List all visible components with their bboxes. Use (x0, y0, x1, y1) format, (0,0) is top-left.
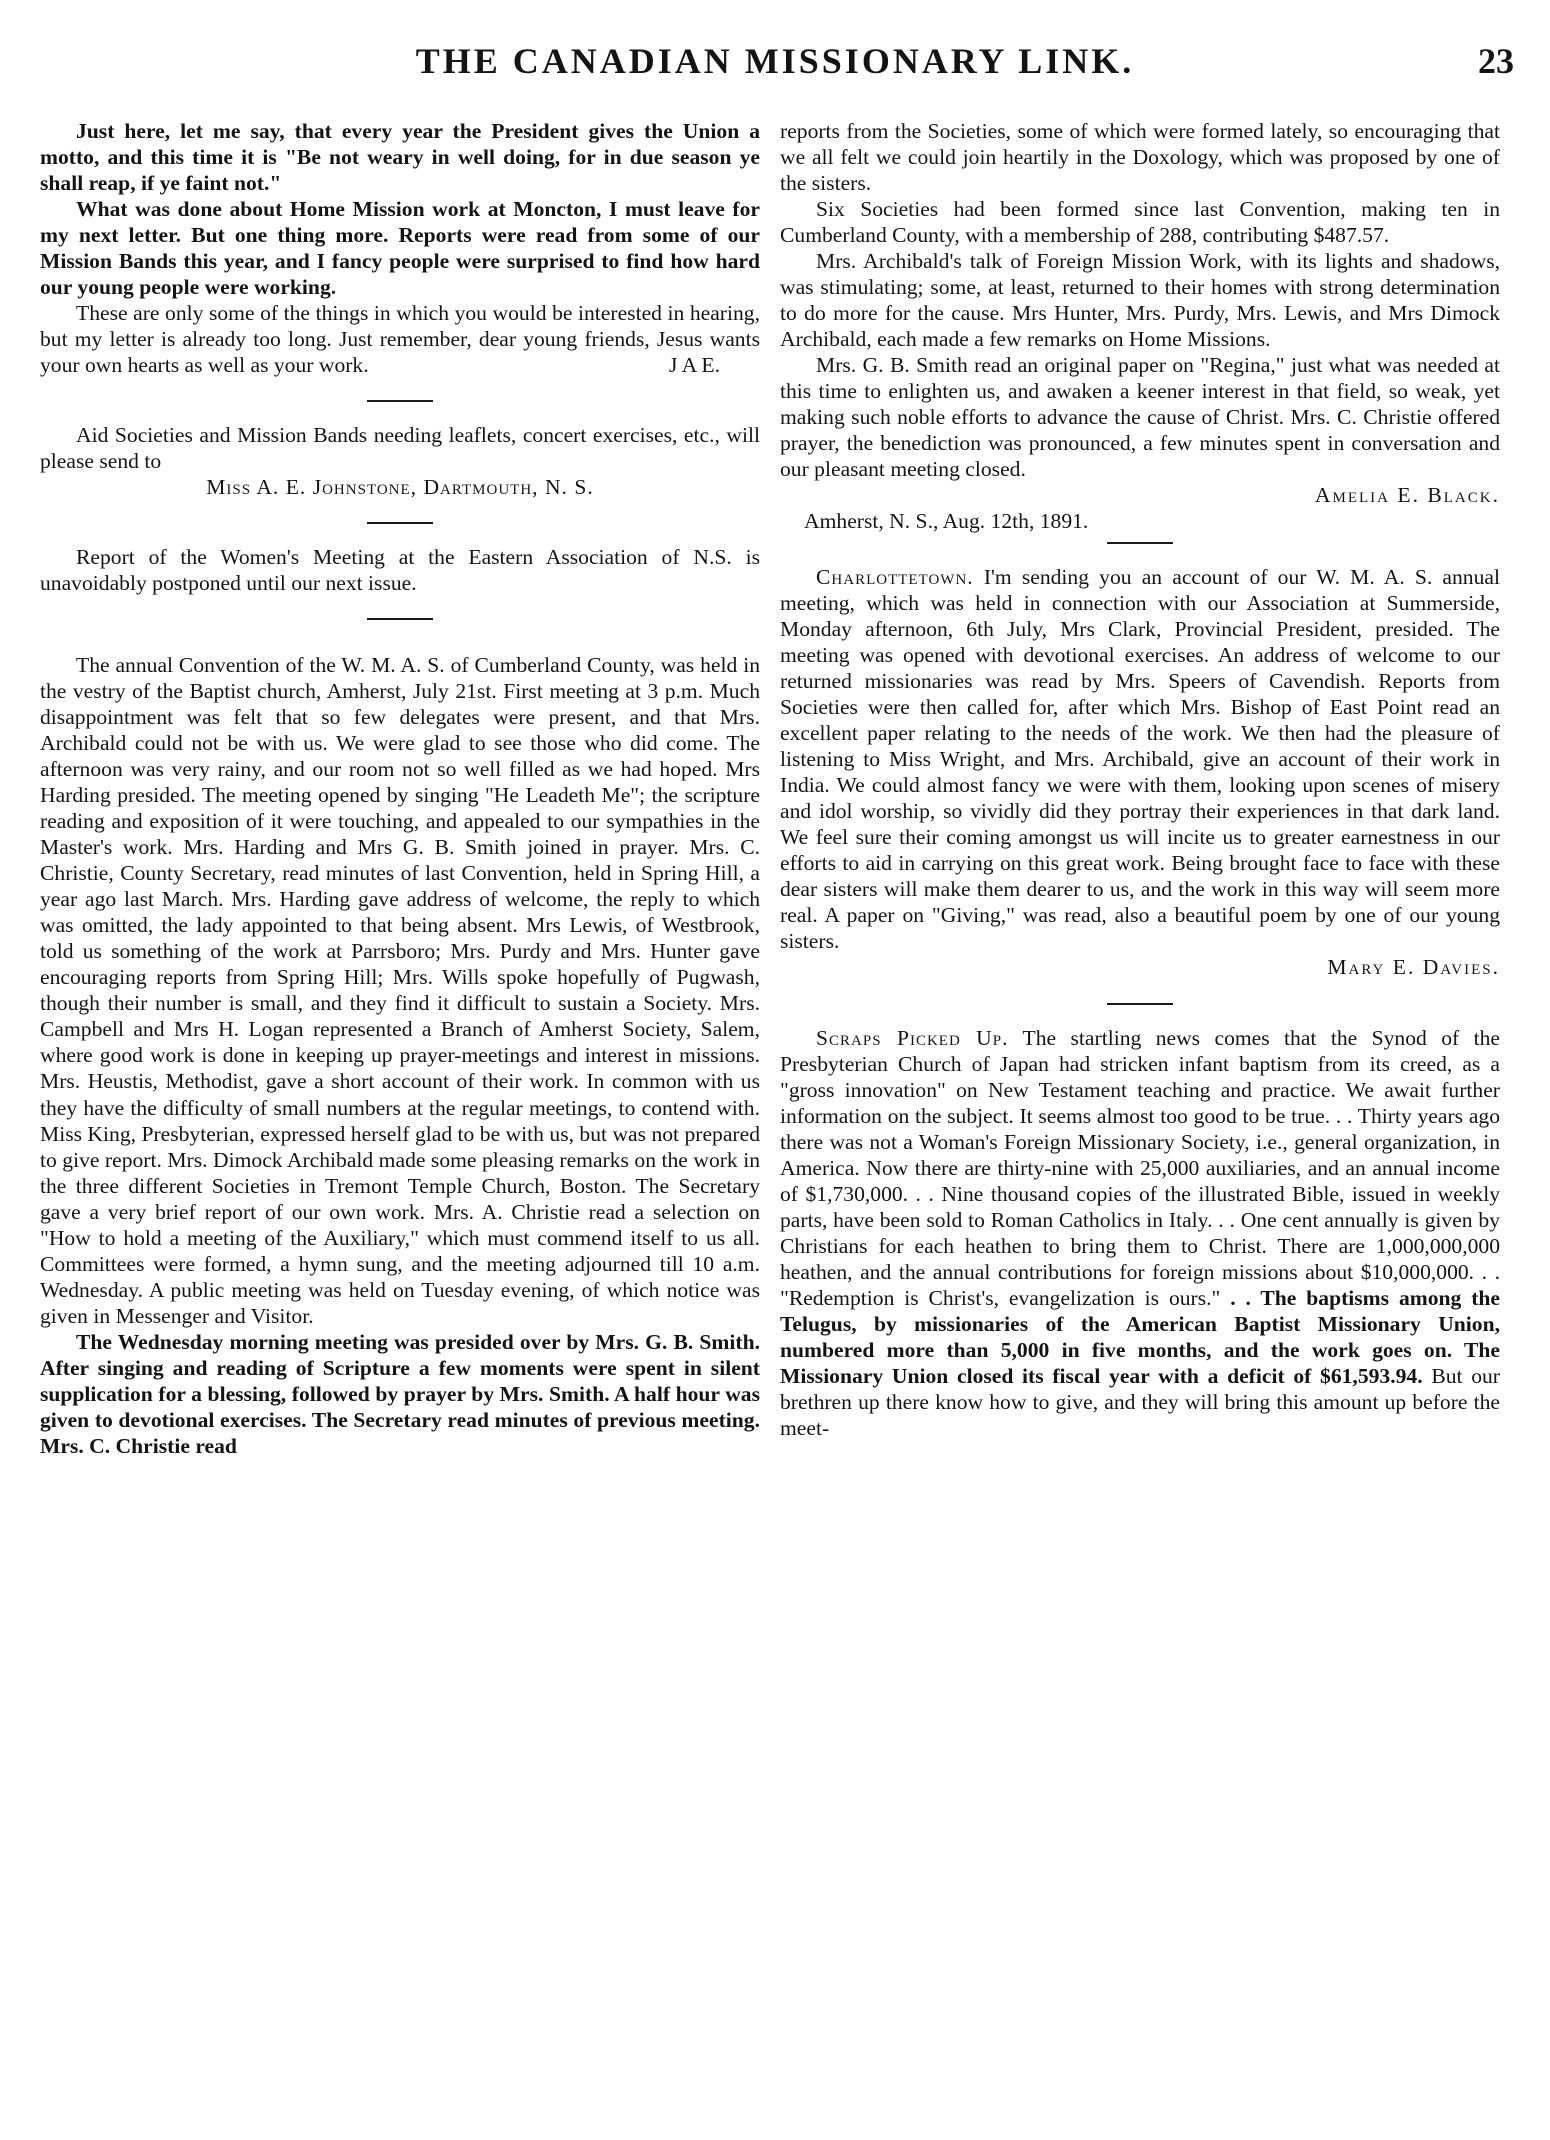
page-number: 23 (1478, 41, 1514, 81)
paragraph-scraps (780, 1025, 1500, 1441)
aid-address: Miss A. E. Johnstone, Dartmouth, N. S. (206, 475, 594, 500)
paragraph-six-societies: Six Societies had been formed since last Convention, making ten in Cumberland County, with a membership of 288, contributing $487.57. (780, 197, 1500, 248)
scraps-body: The startling news comes that the Synod of the Presbyterian Church of Japan had stricken infant baptism from its creed, as a "gross innovation" on New Testament teaching and practice. We await further information on the subject. It seems almost too good to be true. . . Thirty years ago there was not a Woman's Foreign Missionary Society, i.e., general organization, in America. Now there are thirty-nine with 25,000 auxiliaries, and an annual income of $1,730,000. . . Nine thousand copies of the illustrated Bible, issued in weekly parts, have been sold to Roman Catholics in Italy. . . One cent annually is given by Christians for each heathen to bring them to Christ. There are 1,000,000,000 heathen, and the annual contributions for foreign missions about $10,000,000. . . "Redemption is Christ's, evangelization is ours." (780, 1025, 1500, 1310)
scraps-telugus: . . The baptisms among the Telugus, by missionaries of the American Baptist Missionary Union, numbered more than 5,000 in five months, and the work goes on. The Missionary Union closed its fiscal year with a deficit of $61,593.94. (780, 1285, 1500, 1388)
paragraph-charlottetown (780, 564, 1500, 954)
dateline: Amherst, N. S., Aug. 12th, 1891. (804, 509, 1089, 534)
paragraph-wednesday-meeting: The Wednesday morning meeting was presided over by Mrs. G. B. Smith. After singing and reading of Scripture a few moments were spent in silent supplication for a blessing, followed by prayer by Mrs. Smith. A half hour was given to devotional exercises. The Secretary read minutes of previous meeting. Mrs. C. Christie read (40, 1329, 760, 1458)
charlottetown-lead: Charlottetown. (816, 565, 974, 590)
signature-mary-davies: Mary E. Davies. (1327, 955, 1500, 980)
scraps-end: But our brethren up there know how to give, and they will bring this amount up before the meet- (780, 1363, 1500, 1440)
signature-amelia-black: Amelia E. Black. (1314, 483, 1500, 508)
left-column (40, 118, 760, 2128)
closing-signature: J A E. (669, 353, 720, 378)
paragraph-closing (40, 300, 760, 378)
paragraph-convention: The annual Convention of the W. M. A. S. of Cumberland County, was held in the vestry of the Baptist church, Amherst, July 21st. First meeting at 3 p.m. Much disappointment was felt that so few delegates were present, and that Mrs. Archibald could not be with us. We were glad to see those who did come. The afternoon was very rainy, and our room not so well filled as we had hoped. Mrs Harding presided. The meeting opened by singing "He Leadeth Me"; the scripture reading and exposition of it were touching, and appealed to our sympathies in the Master's work. Mrs. Harding and Mrs G. B. Smith joined in prayer. Mrs. C. Christie, County Secretary, read minutes of last Convention, held in Spring Hill, a year ago last March. Mrs. Harding gave address of welcome, the reply to which was omitted, the lady appointed to that being absent. Mrs Lewis, of Westbrook, told us something of the work at Parrsboro; Mrs. Purdy and Mrs. Hunter gave encouraging reports from Spring Hill; Mrs. Wills spoke hopefully of Pugwash, though their number is small, and they find it difficult to sustain a Society. Mrs. Campbell and Mrs H. Logan represented a Branch of Amherst Society, Salem, where good work is done in keeping up prayer-meetings and interest in missions. Mrs. Heustis, Methodist, gave a short account of their work. In common with us they have the difficulty of small numbers at the regular meetings, to contend with. Miss King, Presbyterian, expressed herself glad to be with us, but was not prepared to give report. Mrs. Dimock Archibald made some pleasing remarks on the work in the three different Societies in Tremont Temple Church, Boston. The Secretary gave a very brief report of our own work. Mrs. A. Christie read a selection on "How to hold a meeting of the Auxiliary," which must commend itself to us all. Committees were formed, a hymn sung, and the meeting adjourned till 10 a.m. Wednesday. A public meeting was held on Tuesday evening, of which notice was given in Messenger and Visitor. (40, 653, 760, 1328)
paragraph-home-mission: What was done about Home Mission work at Moncton, I must leave for my next letter. But one thing more. Reports were read from some of our Mission Bands this year, and I fancy people were surprised to find how hard our young people were working. (40, 197, 760, 300)
divider-rule (367, 618, 433, 620)
divider-rule (1107, 1003, 1173, 1005)
divider-rule (367, 400, 433, 402)
paragraph-aid-notice: Aid Societies and Mission Bands needing leaflets, concert exercises, etc., will please send to (40, 423, 760, 474)
closing-text: These are only some of the things in which you would be interested in hearing, but my letter is already too long. Just remember, dear young friends, Jesus wants your own hearts as well as your work. (40, 301, 760, 378)
spacer (40, 640, 760, 652)
paragraph-motto: Just here, let me say, that every year the President gives the Union a motto, and this time it is "Be not weary in well doing, for in due season ye shall reap, if ye faint not." (40, 119, 760, 196)
divider-rule (1107, 542, 1173, 544)
charlottetown-body: I'm sending you an account of our W. M. A. S. annual meeting, which was held in connection with our Association at Summerside, Monday afternoon, 6th July, Mrs Clark, Provincial President, presided. The meeting was opened with devotional exercises. An address of welcome to our returned missionaries was read by Mrs. Speers of Cavendish. Reports from Societies were then called for, after which Mrs. Bishop of East Point read an excellent paper relating to the needs of the work. We then had the pleasure of listening to Miss Wright, and Mrs. Archibald, give an account of their work in India. We could almost fancy we were with them, looking upon scenes of misery and idol worship, so vividly did they portray their experiences in that dark land. We feel sure their coming amongst us will incite us to greater earnestness in our efforts to aid in carrying on this great work. Being brought face to face with these dear sisters will make them dearer to us, and the work in this way will seem more real. A paper on "Giving," was read, also a beautiful poem by one of our young sisters. (780, 565, 1500, 954)
paragraph-reports: reports from the Societies, some of which were formed lately, so encouraging that we all felt we could join heartily in the Doxology, which was proposed by one of the sisters. (780, 119, 1500, 196)
journal-title: THE CANADIAN MISSIONARY LINK. (415, 41, 1135, 81)
paragraph-report-notice: Report of the Women's Meeting at the Eastern Association of N.S. is unavoidably postponed until our next issue. (40, 545, 760, 596)
scraps-lead: Scraps Picked Up. (816, 1025, 1009, 1050)
divider-rule (367, 522, 433, 524)
paragraph-archibald-talk: Mrs. Archibald's talk of Foreign Mission Work, with its lights and shadows, was stimulating; some, at least, returned to their homes with strong determination to do more for the cause. Mrs Hunter, Mrs. Purdy, Mrs. Lewis, and Mrs Dimock Archibald, each made a few remarks on Home Missions. (780, 249, 1500, 352)
right-column (780, 118, 1500, 2128)
page-header (0, 40, 1550, 90)
paragraph-regina: Mrs. G. B. Smith read an original paper on "Regina," just what was needed at this time to enlighten us, and awaken a keener interest in that field, so weak, yet making such noble efforts to advance the cause of Christ. Mrs. C. Christie offered prayer, the benediction was pronounced, a few minutes spent in conversation and our pleasant meeting closed. (780, 353, 1500, 482)
